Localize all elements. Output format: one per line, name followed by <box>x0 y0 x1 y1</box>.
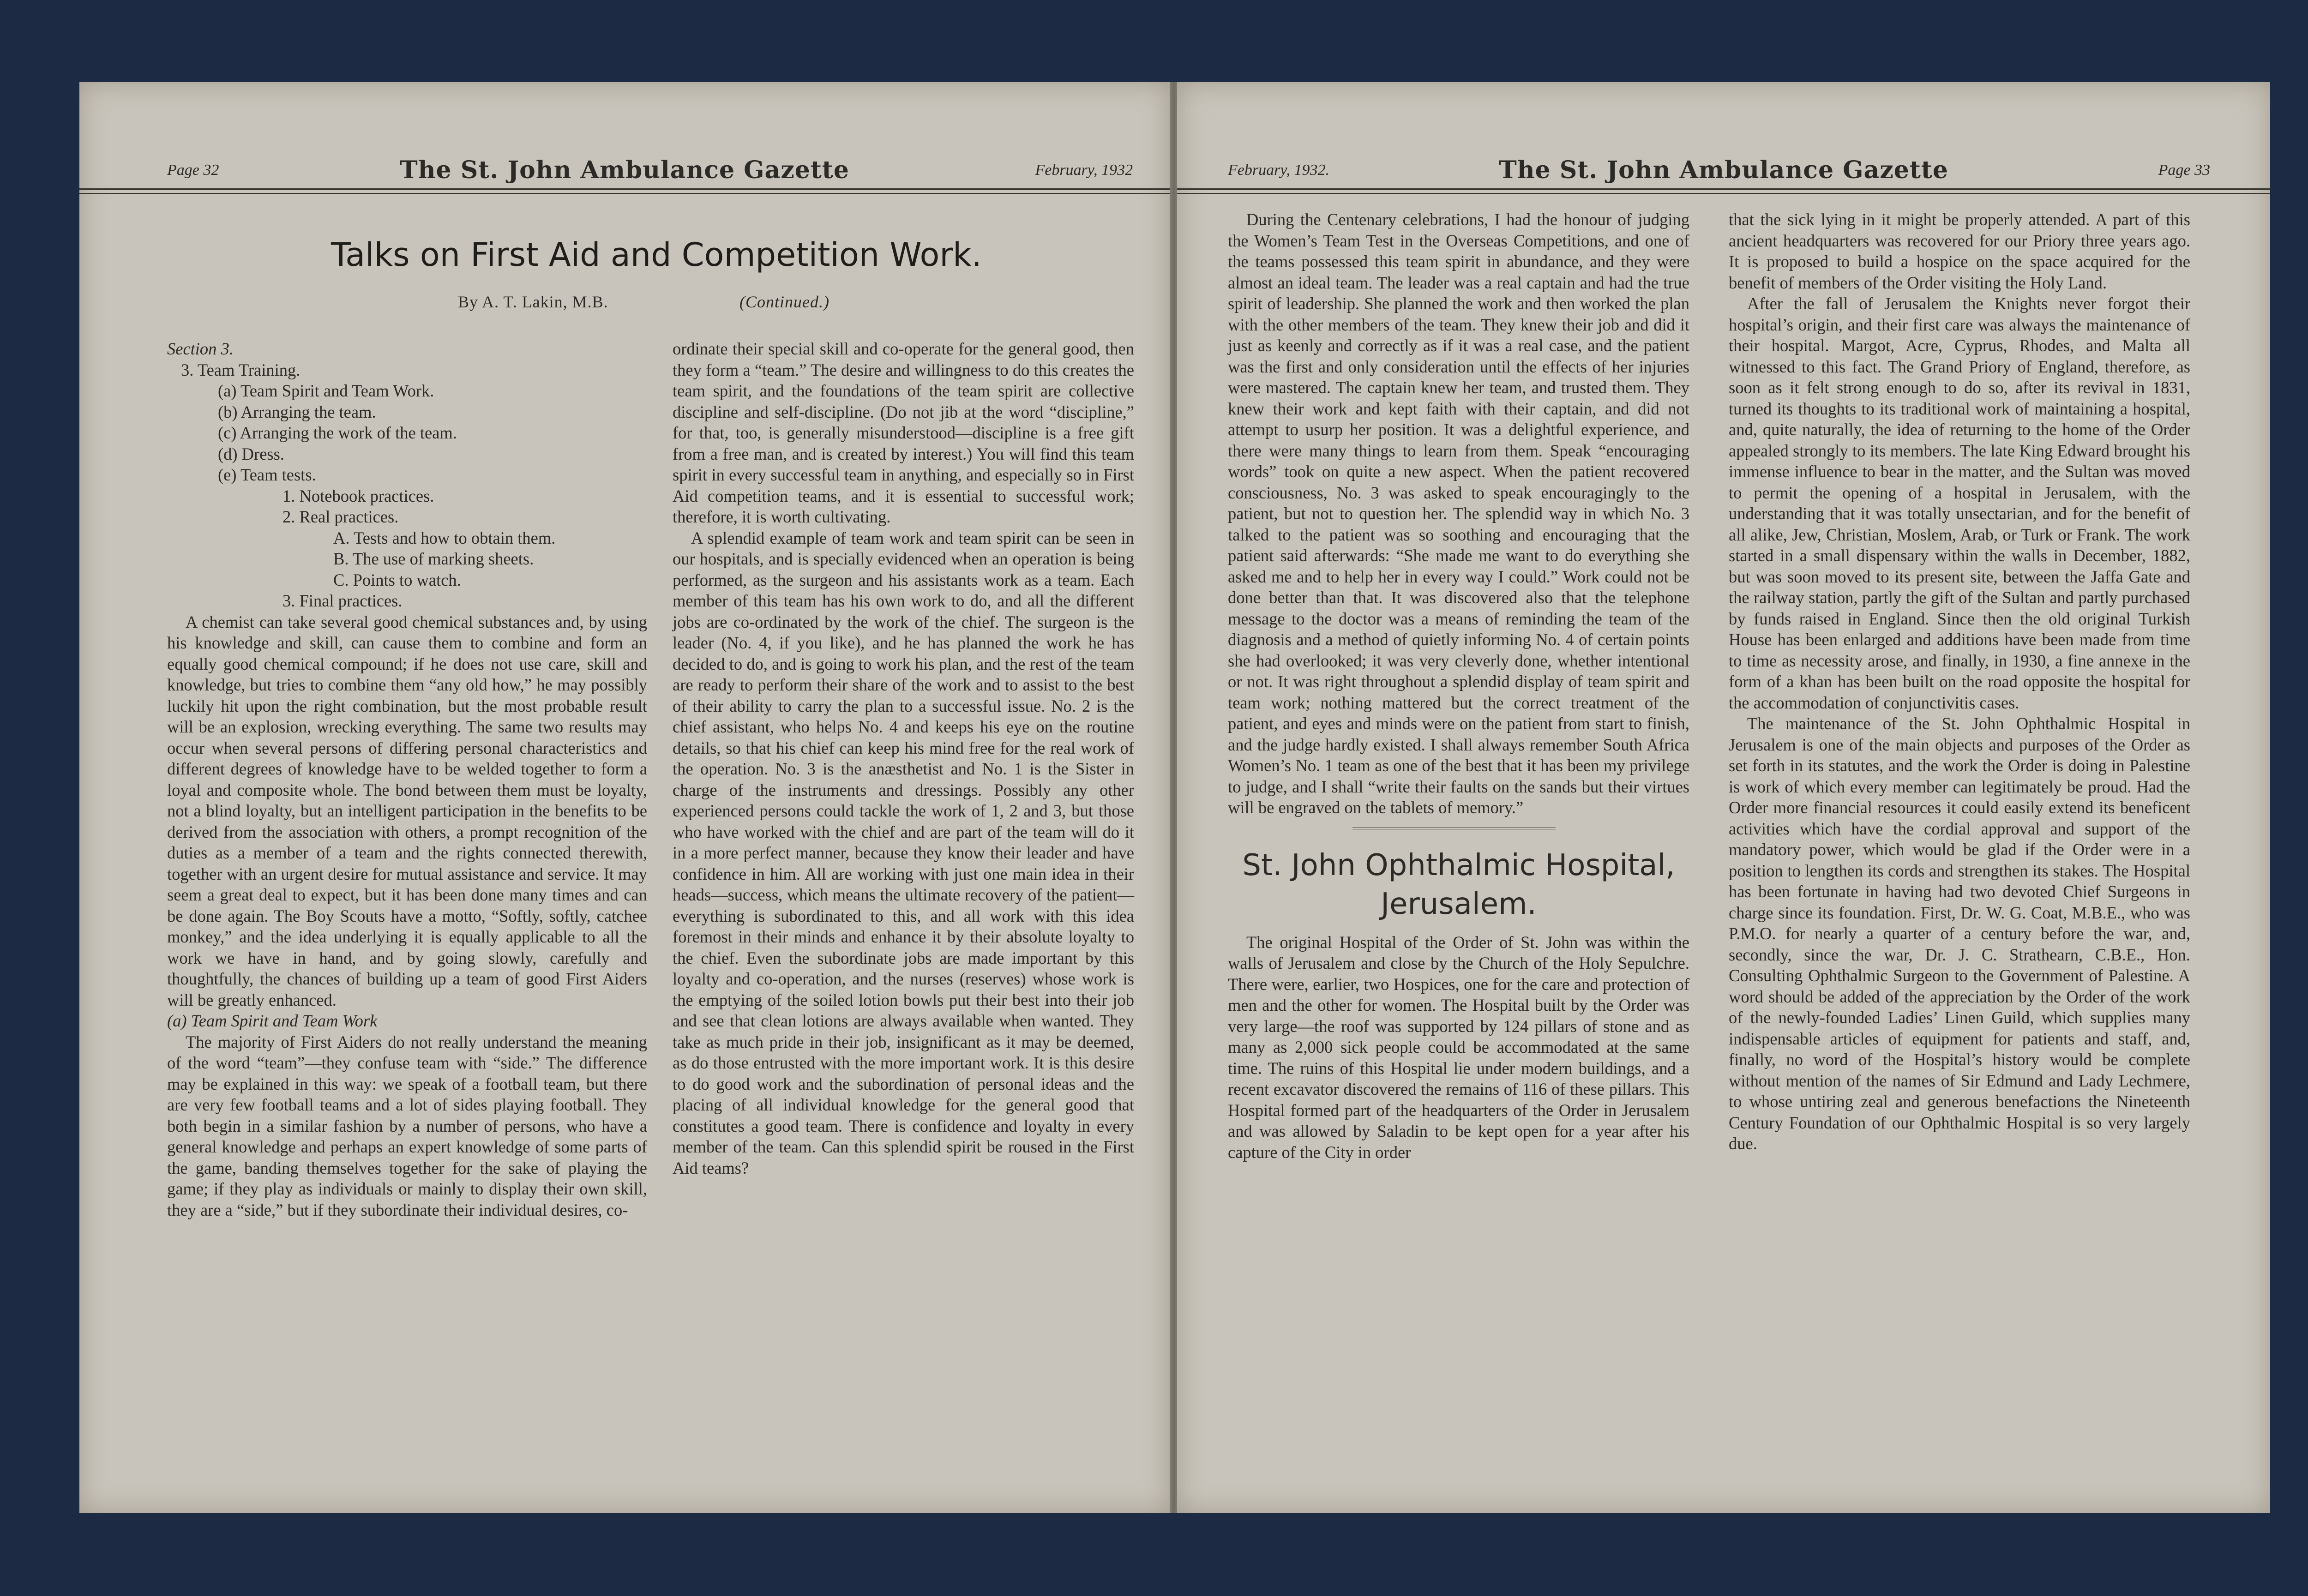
left-page <box>79 82 1170 1513</box>
outline-item: 2. Real practices. <box>282 507 399 526</box>
continued-note: (Continued.) <box>739 293 829 311</box>
article-2-title-line: St. John Ophthalmic Hospital, <box>1242 848 1675 882</box>
left-running-head <box>79 156 1170 193</box>
article-2-title <box>1228 846 1689 924</box>
outline-item: B. The use of marking sheets. <box>333 549 534 568</box>
byline: By A. T. Lakin, M.B. <box>458 293 608 311</box>
body-paragraph: ordinate their special skill and co-operate for the general good, then they form a “team.” The desire and willingness to do this creates the team spirit, and the foundations of the team spirit are collective discipline and self-discipline. (Do not jib at the word “discipline,” for that, too, is generally misunderstood—discipline is a free gift from a free man, and is created by interest.) You will find this team spirit in every successful team in anything, and especially so in First Aid competition teams, and it is essential to successful work; therefore, it is worth cultivating. <box>673 339 1134 526</box>
outline-item: 3. Team Training. <box>181 360 301 379</box>
body-paragraph: The original Hospital of the Order of St. John was within the walls of Jerusalem and close by the Church of the Holy Sepulchre. There were, earlier, two Hospices, one for the care and protection of men and the other for women. The Hospital built by the Order was very large—the roof was supported by 124 pillars of stone and as many as 2,000 sick people could be accommodated at the same time. The ruins of this Hospital lie under modern buildings, and a recent excavator discovered the remains of 116 of these pillars. This Hospital formed part of the headquarters of the Order in Jerusalem and was allowed by Saladin to be kept open for a year after his capture of the City in order <box>1228 932 1689 1162</box>
body-paragraph: A chemist can take several good chemical substances and, by using his knowledge and skill, can cause them to combine and form an equally good chemical compound; if he does not use care, skill and knowledge, but tries to combine them “any old how,” he may possibly luckily hit upon the right combination, but the most probable result will be an explosion, wrecking everything. The same two results may occur when several persons of differing personal characteristics and different degrees of knowledge have to be welded together to form a loyal and composite whole. The bond between them must be loyalty, not a blind loyalty, but an intelligent participation in the benefits to be derived from the association with others, a prompt recognition of the duties as a member of a team and the rights connected therewith, together with an urgent desire for mutual assistance and service. It may seem a great deal to expect, but it has been done many times and can be done again. The Boy Scouts have a motto, “Softly, softly, catchee monkey,” and the idea underlying it is equally applicable to all the work we have in hand, and by going slowly, carefully and thoughtfully, the chances of building up a team of good First Aiders will be greatly enhanced. <box>167 612 647 1009</box>
issue-date: February, 1932 <box>1035 162 1133 179</box>
body-paragraph: After the fall of Jerusalem the Knights never forgot their hospital’s origin, and their first care was always the maintenance of their hospital. Margot, Acre, Cyprus, Rhodes, and Malta all witnessed to this fact. The Grand Priory of England, therefore, as soon as it felt strong enough to do so, after its revival in 1831, turned its thoughts to its traditional work of maintaining a hospital, and, quite naturally, the idea of returning to the home of the Order appealed strongly to its members. The late King Edward brought his immense influence to bear in the matter, and the Sultan was moved to permit the opening of a hospital in Jerusalem, with the understanding that it was totally unsectarian, and for the benefit of all alike, Jew, Christian, Moslem, Arab, or Turk or Frank. The work started in a small dispensary within the walls in December, 1882, but was soon moved to its present site, between the Jaffa Gate and the railway station, partly the gift of the Sultan and partly purchased by funds raised in England. Since then the old original Turkish House has been enlarged and additions have been made from time to time as necessity arose, and finally, in 1930, a fine annexe in the form of a khan has been built on the road opposite the hospital for the accommodation of conjunctivitis cases. <box>1729 294 2190 712</box>
right-running-head <box>1177 156 2270 193</box>
page-number: Page 32 <box>167 162 219 179</box>
page-number: Page 33 <box>2158 162 2210 179</box>
body-paragraph: During the Centenary celebrations, I had the honour of judging the Women’s Team Test in the Overseas Competitions, and one of the teams possessed this team spirit in abundance, and they were almost an ideal team. The leader was a real captain and had the true spirit of leadership. She planned the work and then worked the plan with the other members of the team. They knew their job and did it just as keenly and correctly as if it was a real case, and the patient was the first and only consideration until the effects of her injuries were mastered. The captain knew her team, and trusted them. They knew their work and kept faith with their captain, and did not attempt to usurp her position. It was a delightful experience, and there were many things to learn from them. Speak “encouraging words” took on quite a new aspect. When the patient recovered consciousness, No. 3 was asked to speak encouragingly to the patient, but not to question her. The splendid way in which No. 3 talked to the patient was so soothing and encouraging that the patient said afterwards: “She made me want to do everything she asked me and to help her in every way I could.” Work could not be done better than that. It was discovered also that the telephone message to the doctor was a means of reminding the team of the diagnosis and a method of quietly informing No. 4 of certain points she had overlooked; it was very cleverly done, whether intentional or not. It was right throughout a splendid display of team spirit and team work; nothing mattered but the correct treatment of the patient, and eyes and minds were on the patient from start to finish, and the judge hardly existed. I shall always remember South Africa Women’s No. 1 team as one of the best that it has been my privilege to judge, and I shall “write their faults on the sands but their virtues will be engraved on the tablets of memory.” <box>1228 210 1689 817</box>
outline-item: 3. Final practices. <box>282 591 403 610</box>
outline-item: (c) Arranging the work of the team. <box>218 423 457 442</box>
outline-item: (b) Arranging the team. <box>218 402 376 421</box>
body-paragraph: that the sick lying in it might be properly attended. A part of this ancient headquarters was recovered for our Priory three years ago. It is proposed to build a hospice on the space acquired for the benefit of members of the Order visiting the Holy Land. <box>1729 210 2190 292</box>
gazette-title: The St. John Ambulance Gazette <box>400 156 849 184</box>
issue-date: February, 1932. <box>1228 162 1330 179</box>
outline-item: C. Points to watch. <box>333 570 461 589</box>
section-label: Section 3. <box>167 339 234 358</box>
article-2-title-line: Jerusalem. <box>1381 887 1537 921</box>
body-paragraph: The majority of First Aiders do not really understand the meaning of the word “team”—they confuse team with “side.” The difference may be explained in this way: we speak of a football team, but there are very few football teams and a lot of sides playing football. They both begin in a similar fashion by a number of persons, who have a general knowledge and perhaps an expert knowledge of some parts of the game, banding themselves together for the sake of playing the game; if they play as individuals or mainly to display their own skill, they are a “side,” but if they subordinate their individual desires, co- <box>167 1032 647 1219</box>
gazette-title: The St. John Ambulance Gazette <box>1499 156 1948 184</box>
right-page <box>1177 82 2270 1513</box>
right-column-1 <box>1228 209 1689 1163</box>
outline-item: (a) Team Spirit and Team Work. <box>218 381 434 400</box>
training-outline <box>167 360 647 612</box>
outline-item: A. Tests and how to obtain them. <box>333 528 556 547</box>
article-title: Talks on First Aid and Competition Work. <box>331 236 982 274</box>
body-paragraph: The maintenance of the St. John Ophthalmic Hospital in Jerusalem is one of the main objects and purposes of the Order as set forth in its statutes, and the work the Order is doing in Palestine is work of which every member can legitimately be proud. Had the Order more financial resources it could easily extend its beneficent activities which have the cordial approval and support of the mandatory power, which would be glad if the Order were in a position to lengthen its cords and strengthen its stakes. The Hospital has been fortunate in having had two devoted Chief Surgeons in charge since its foundation. First, Dr. W. G. Coat, M.B.E., who was P.M.O. for nearly a quarter of a century before the war, and, secondly, since the war, Dr. J. C. Strathearn, C.B.E., Hon. Consulting Ophthalmic Surgeon to the Government of Palestine. A word should be added of the appreciation by the Order of the work of the newly-founded Ladies’ Linen Guild, which supplies many indispensable articles of equipment for patients and staff, and, finally, no word of the Hospital’s history would be complete without mention of the names of Sir Edmund and Lady Lechmere, to whose untiring zeal and generous benefactions the Nineteenth Century Foundation of our Ophthalmic Hospital is so very largely due. <box>1729 714 2190 1153</box>
outline-item: (d) Dress. <box>218 444 284 463</box>
outline-item: 1. Notebook practices. <box>282 486 434 505</box>
left-column-1 <box>167 338 647 1220</box>
right-column-2 <box>1729 209 2190 1154</box>
body-paragraph: A splendid example of team work and team spirit can be seen in our hospitals, and is specially evidenced when an operation is being performed, as the surgeon and his assistants work as a team. Each member of this team has his own work to do, and all the different jobs are co-ordinated by the work of the chief. The surgeon is the leader (No. 4, if you like), and he has planned the work he has decided to do, and is going to work his plan, and the rest of the team are ready to perform their share of the work and to assist to the best of their ability to carry the plan to a successful issue. No. 2 is the chief assistant, who helps No. 4 and keeps his eye on the routine details, so that his chief can keep his mind free for the real work of the operation. No. 3 is the anæsthetist and No. 1 is the Sister in charge of the instruments and dressings. Possibly any other experienced persons could tackle the work of 1, 2 and 3, but those who have worked with the chief and are part of the team will do it in a more perfect manner, because they know their leader and have confidence in him. All are working with just one main idea in their heads—success, which means the ultimate recovery of the patient—everything is subordinated to this, and all work with this idea foremost in their minds and enhance it by their absolute loyalty to the chief. Even the subordinate jobs are made important by this loyalty and co-operation, and the nurses (reserves) whose work is the emptying of the soiled lotion bowls put their best into their job and see that clean lotions are always available when wanted. They take as much pride in their job, insignificant as it may be deemed, as do those entrusted with the more important work. It is this desire to do good work and the subordination of personal ideas and the placing of all individual knowledge for the general good that constitutes a good team. There is confidence and loyalty in every member of the team. Can this splendid spirit be roused in the First Aid teams? <box>673 528 1134 1177</box>
left-column-2 <box>673 338 1134 1178</box>
outline-item: (e) Team tests. <box>218 465 316 484</box>
subheading: (a) Team Spirit and Team Work <box>167 1011 378 1030</box>
